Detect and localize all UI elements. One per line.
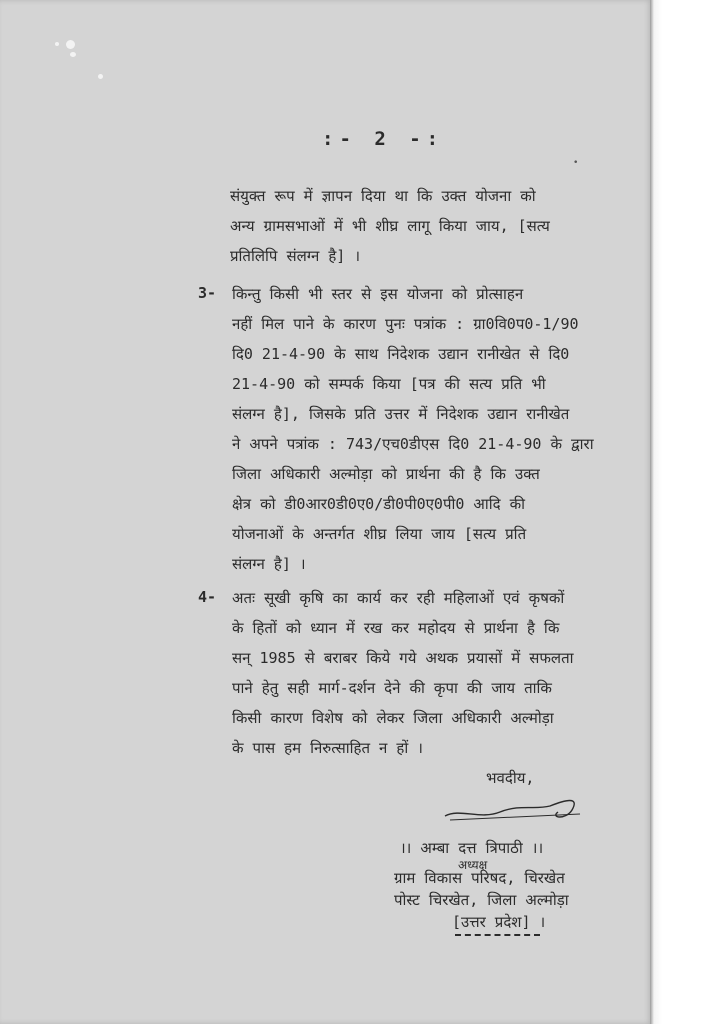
body-line: संलग्न है] । [232, 555, 306, 573]
body-line: सन् 1985 से बराबर किये गये अथक प्रयासों में सफलता [232, 649, 574, 667]
paragraph-number: 4- [198, 588, 217, 606]
body-line: प्रतिलिपि संलग्न है] । [230, 247, 361, 265]
address-line: पोस्ट चिरखेत, जिला अल्मोड़ा [394, 891, 569, 909]
body-line: ने अपने पत्रांक : 743/एच0डीएस दि0 21-4-90 के द्वारा [232, 435, 594, 453]
paper-speck [70, 52, 76, 57]
signature-icon [440, 790, 590, 830]
body-line: 21-4-90 को सम्पर्क किया [पत्र की सत्य प्रति भी [232, 375, 546, 393]
address-line: ग्राम विकास परिषद, चिरखेत [394, 869, 565, 887]
paragraph-number: 3- [198, 284, 217, 302]
body-line: जिला अधिकारी अल्मोड़ा को प्रार्थना की है कि उक्त [232, 465, 540, 483]
body-line: नहीं मिल पाने के कारण पुनः पत्रांक : ग्रा0वि0प0-1/90 [232, 315, 579, 333]
page-number: :- 2 -: [322, 128, 445, 150]
body-line: किन्तु किसी भी स्तर से इस योजना को प्रोत्साहन [232, 285, 524, 303]
body-line: पाने हेतु सही मार्ग-दर्शन देने की कृपा की जाय ताकि [232, 679, 552, 697]
address-line: [उत्तर प्रदेश] । [452, 913, 546, 931]
body-line: योजनाओं के अन्तर्गत शीघ्र लिया जाय [सत्य प्रति [232, 525, 527, 543]
salutation: भवदीय, [486, 769, 535, 787]
body-line: दि0 21-4-90 के साथ निदेशक उद्यान रानीखेत से दि0 [232, 345, 570, 363]
body-line: संलग्न है], जिसके प्रति उत्तर में निदेशक उद्यान रानीखेत [232, 405, 570, 423]
body-line: के पास हम निरुत्साहित न हों । [232, 739, 423, 757]
body-line: अन्य ग्रामसभाओं में भी शीघ्र लागू किया जाय, [सत्य [230, 217, 550, 235]
body-line: क्षेत्र को डी0आर0डी0ए0/डी0पी0ए0पी0 आदि की [232, 495, 526, 513]
body-line: किसी कारण विशेष को लेकर जिला अधिकारी अल्मोड़ा [232, 709, 554, 727]
address-underline [455, 934, 540, 936]
body-line: के हितों को ध्यान में रख कर महोदय से प्रार्थना है कि [232, 619, 560, 637]
paper-speck [55, 42, 59, 46]
margin-mark: • [573, 158, 579, 168]
paper-speck [66, 40, 75, 49]
body-line: संयुक्त रूप में ज्ञापन दिया था कि उक्त योजना को [230, 187, 536, 205]
paper-speck [98, 74, 103, 79]
body-line: अतः सूखी कृषि का कार्य कर रही महिलाओं एवं कृषकों [232, 589, 565, 607]
page-edge [650, 0, 725, 1024]
signatory-name: ।। अम्बा दत्त त्रिपाठी ।। [400, 839, 544, 857]
signatory-designation: अध्यक्ष [458, 858, 488, 872]
